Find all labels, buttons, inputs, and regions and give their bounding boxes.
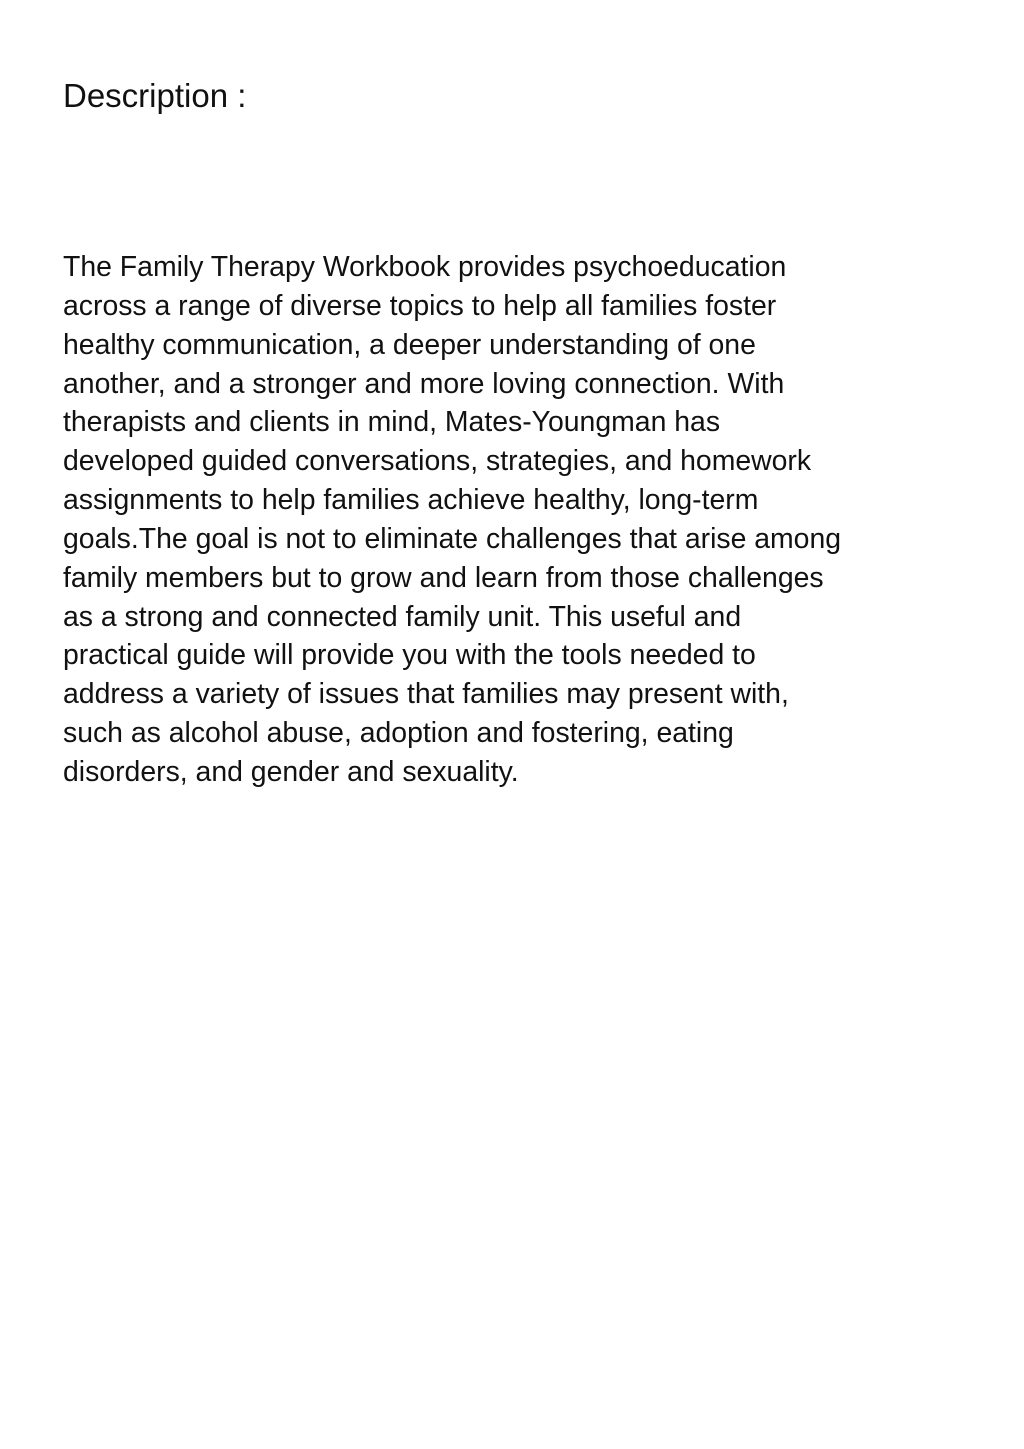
description-line-2: across a range of diverse topics to help all families foster [63, 289, 777, 322]
description-line-9: family members but to grow and learn from those challenges [63, 561, 824, 594]
description-line-14: disorders, and gender and sexuality. [63, 755, 519, 788]
description-line-4: another, and a stronger and more loving connection. With [63, 367, 785, 400]
description-line-6: developed guided conversations, strategies, and homework [63, 445, 812, 478]
description-line-12: address a variety of issues that families may present with, [63, 678, 789, 711]
description-line-1: The Family Therapy Workbook provides psychoeducation [63, 251, 787, 283]
description-line-8: goals.The goal is not to eliminate challenges that arise among [63, 522, 842, 555]
description-line-10: as a strong and connected family unit. This useful and [63, 600, 742, 633]
description-line-3: healthy communication, a deeper understanding of one [63, 328, 756, 361]
description-line-11: practical guide will provide you with the tools needed to [63, 639, 756, 672]
description-heading: Description : [63, 77, 247, 114]
description-line-7: assignments to help families achieve healthy, long-term [63, 484, 759, 517]
description-body [63, 248, 983, 792]
description-line-5: therapists and clients in mind, Mates-Youngman has [63, 406, 721, 439]
description-line-13: such as alcohol abuse, adoption and fostering, eating [63, 717, 734, 750]
